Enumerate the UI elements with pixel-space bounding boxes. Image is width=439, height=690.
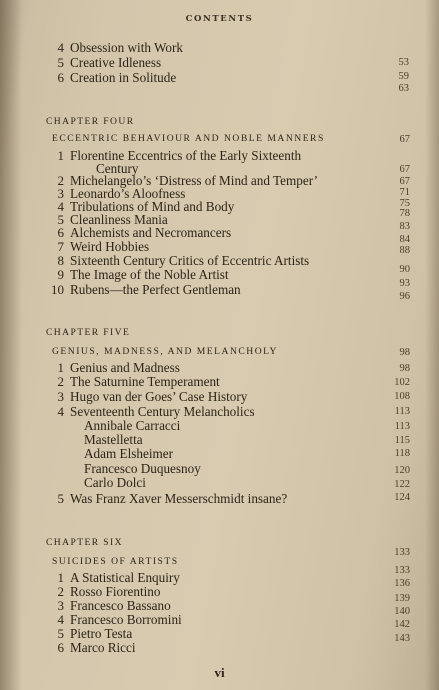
entry-number: 5	[57, 212, 64, 227]
entry-page: 83	[399, 221, 410, 232]
subentry-title: Mastelletta	[84, 432, 143, 447]
entry-title: Creation in Solitude	[70, 70, 177, 85]
entry-number: 5	[57, 55, 64, 70]
entry-title: Marco Ricci	[70, 640, 136, 655]
entry-title: Weird Hobbies	[70, 239, 150, 254]
chapter-title: GENIUS, MADNESS, AND MELANCHOLY	[52, 346, 278, 357]
page-folio: vi	[214, 665, 225, 680]
entry-page: 98	[399, 363, 410, 374]
entry-title: Rosso Fiorentino	[70, 584, 161, 599]
entry-page: 84	[399, 234, 410, 245]
entry-number: 5	[57, 626, 64, 641]
entry-page: 108	[394, 391, 410, 402]
entry-page: 67	[399, 176, 410, 187]
entry-page: 67	[399, 164, 410, 175]
subentry-page: 118	[394, 448, 410, 459]
binding-shadow	[0, 0, 22, 690]
subentry-title: Francesco Duquesnoy	[84, 461, 201, 476]
entry-page: 113	[394, 406, 410, 417]
entry-number: 4	[57, 612, 64, 627]
chapter-title: SUICIDES OF ARTISTS	[52, 556, 179, 567]
entry-title: Seventeenth Century Melancholics	[70, 404, 255, 419]
entry-number: 1	[57, 570, 64, 585]
entry-number: 6	[57, 225, 64, 240]
entry-page: 93	[399, 278, 410, 289]
entry-page: 78	[399, 208, 410, 219]
entry-title: Hugo van der Goes’ Case History	[70, 389, 248, 404]
entry-page: 136	[394, 578, 410, 589]
entry-title: A Statistical Enquiry	[70, 570, 180, 585]
chapter-title-page: 133	[394, 547, 410, 558]
entry-number: 4	[57, 199, 64, 214]
chapter-label: CHAPTER SIX	[46, 537, 123, 548]
subentry-page: 120	[394, 465, 410, 476]
entry-number: 10	[51, 282, 64, 297]
entry-title: Sixteenth Century Critics of Eccentric Artists	[70, 253, 310, 268]
entry-number: 3	[57, 186, 64, 201]
entry-page: 142	[394, 619, 410, 630]
entry-number: 2	[57, 584, 64, 599]
entry-page: 75	[399, 198, 410, 209]
entry-number: 9	[57, 267, 64, 282]
entry-title-continuation: Century	[96, 161, 139, 176]
entry-title: The Image of the Noble Artist	[70, 267, 229, 282]
entry-title: Francesco Bassano	[70, 598, 171, 613]
subentry-page: 115	[394, 435, 410, 446]
entry-title: Rubens—the Perfect Gentleman	[70, 282, 241, 297]
entry-page: 124	[394, 492, 410, 503]
entry-number: 4	[57, 40, 64, 55]
subentry-title: Adam Elsheimer	[84, 446, 173, 461]
running-head: CONTENTS	[185, 14, 254, 24]
entry-title: Alchemists and Necromancers	[70, 225, 232, 240]
entry-page: 140	[394, 606, 410, 617]
entry-title: Francesco Borromini	[70, 612, 182, 627]
entry-number: 1	[57, 148, 64, 163]
entry-page: 96	[399, 291, 410, 302]
entry-page: 102	[394, 377, 410, 388]
subentry-page: 113	[394, 421, 410, 432]
entry-number: 7	[57, 239, 64, 254]
entry-number: 6	[57, 640, 64, 655]
entry-title: Tribulations of Mind and Body	[70, 199, 235, 214]
entry-page: 63	[398, 83, 409, 94]
chapter-title-page: 98	[399, 347, 410, 358]
entry-page: 71	[399, 187, 410, 198]
edge-shadow	[425, 0, 439, 690]
entry-number: 2	[57, 173, 64, 188]
entry-title: Genius and Madness	[70, 360, 180, 375]
entry-number: 2	[57, 374, 64, 389]
entry-title: Was Franz Xaver Messerschmidt insane?	[70, 491, 288, 506]
chapter-title-page: 67	[399, 134, 410, 145]
subentry-page: 122	[394, 479, 410, 490]
entry-title: Cleanliness Mania	[70, 212, 168, 227]
entry-number: 5	[57, 491, 64, 506]
entry-title: The Saturnine Temperament	[70, 374, 220, 389]
entry-number: 6	[57, 70, 64, 85]
entry-page: 143	[394, 633, 410, 644]
entry-title: Creative Idleness	[70, 55, 162, 70]
entry-title: Pietro Testa	[70, 626, 133, 641]
entry-number: 4	[57, 404, 64, 419]
entry-page: 59	[398, 71, 409, 82]
subentry-title: Carlo Dolci	[84, 475, 146, 490]
entry-page: 139	[394, 593, 410, 604]
entry-number: 8	[57, 253, 64, 268]
entry-title: Florentine Eccentrics of the Early Sixteenth	[70, 148, 302, 163]
entry-title: Leonardo’s Aloofness	[70, 186, 186, 201]
entry-number: 3	[57, 598, 64, 613]
entry-title: Obsession with Work	[70, 40, 183, 55]
entry-title: Michelangelo’s ‘Distress of Mind and Temper’	[70, 173, 318, 188]
entry-page: 88	[399, 245, 410, 256]
entry-number: 1	[57, 360, 64, 375]
entry-page: 53	[398, 57, 409, 68]
entry-number: 3	[57, 389, 64, 404]
chapter-label: CHAPTER FOUR	[46, 116, 135, 127]
entry-page: 90	[399, 264, 410, 275]
entry-page: 133	[394, 565, 410, 576]
subentry-title: Annibale Carracci	[84, 418, 181, 433]
chapter-title: ECCENTRIC BEHAVIOUR AND NOBLE MANNERS	[52, 133, 325, 144]
chapter-label: CHAPTER FIVE	[46, 327, 131, 338]
